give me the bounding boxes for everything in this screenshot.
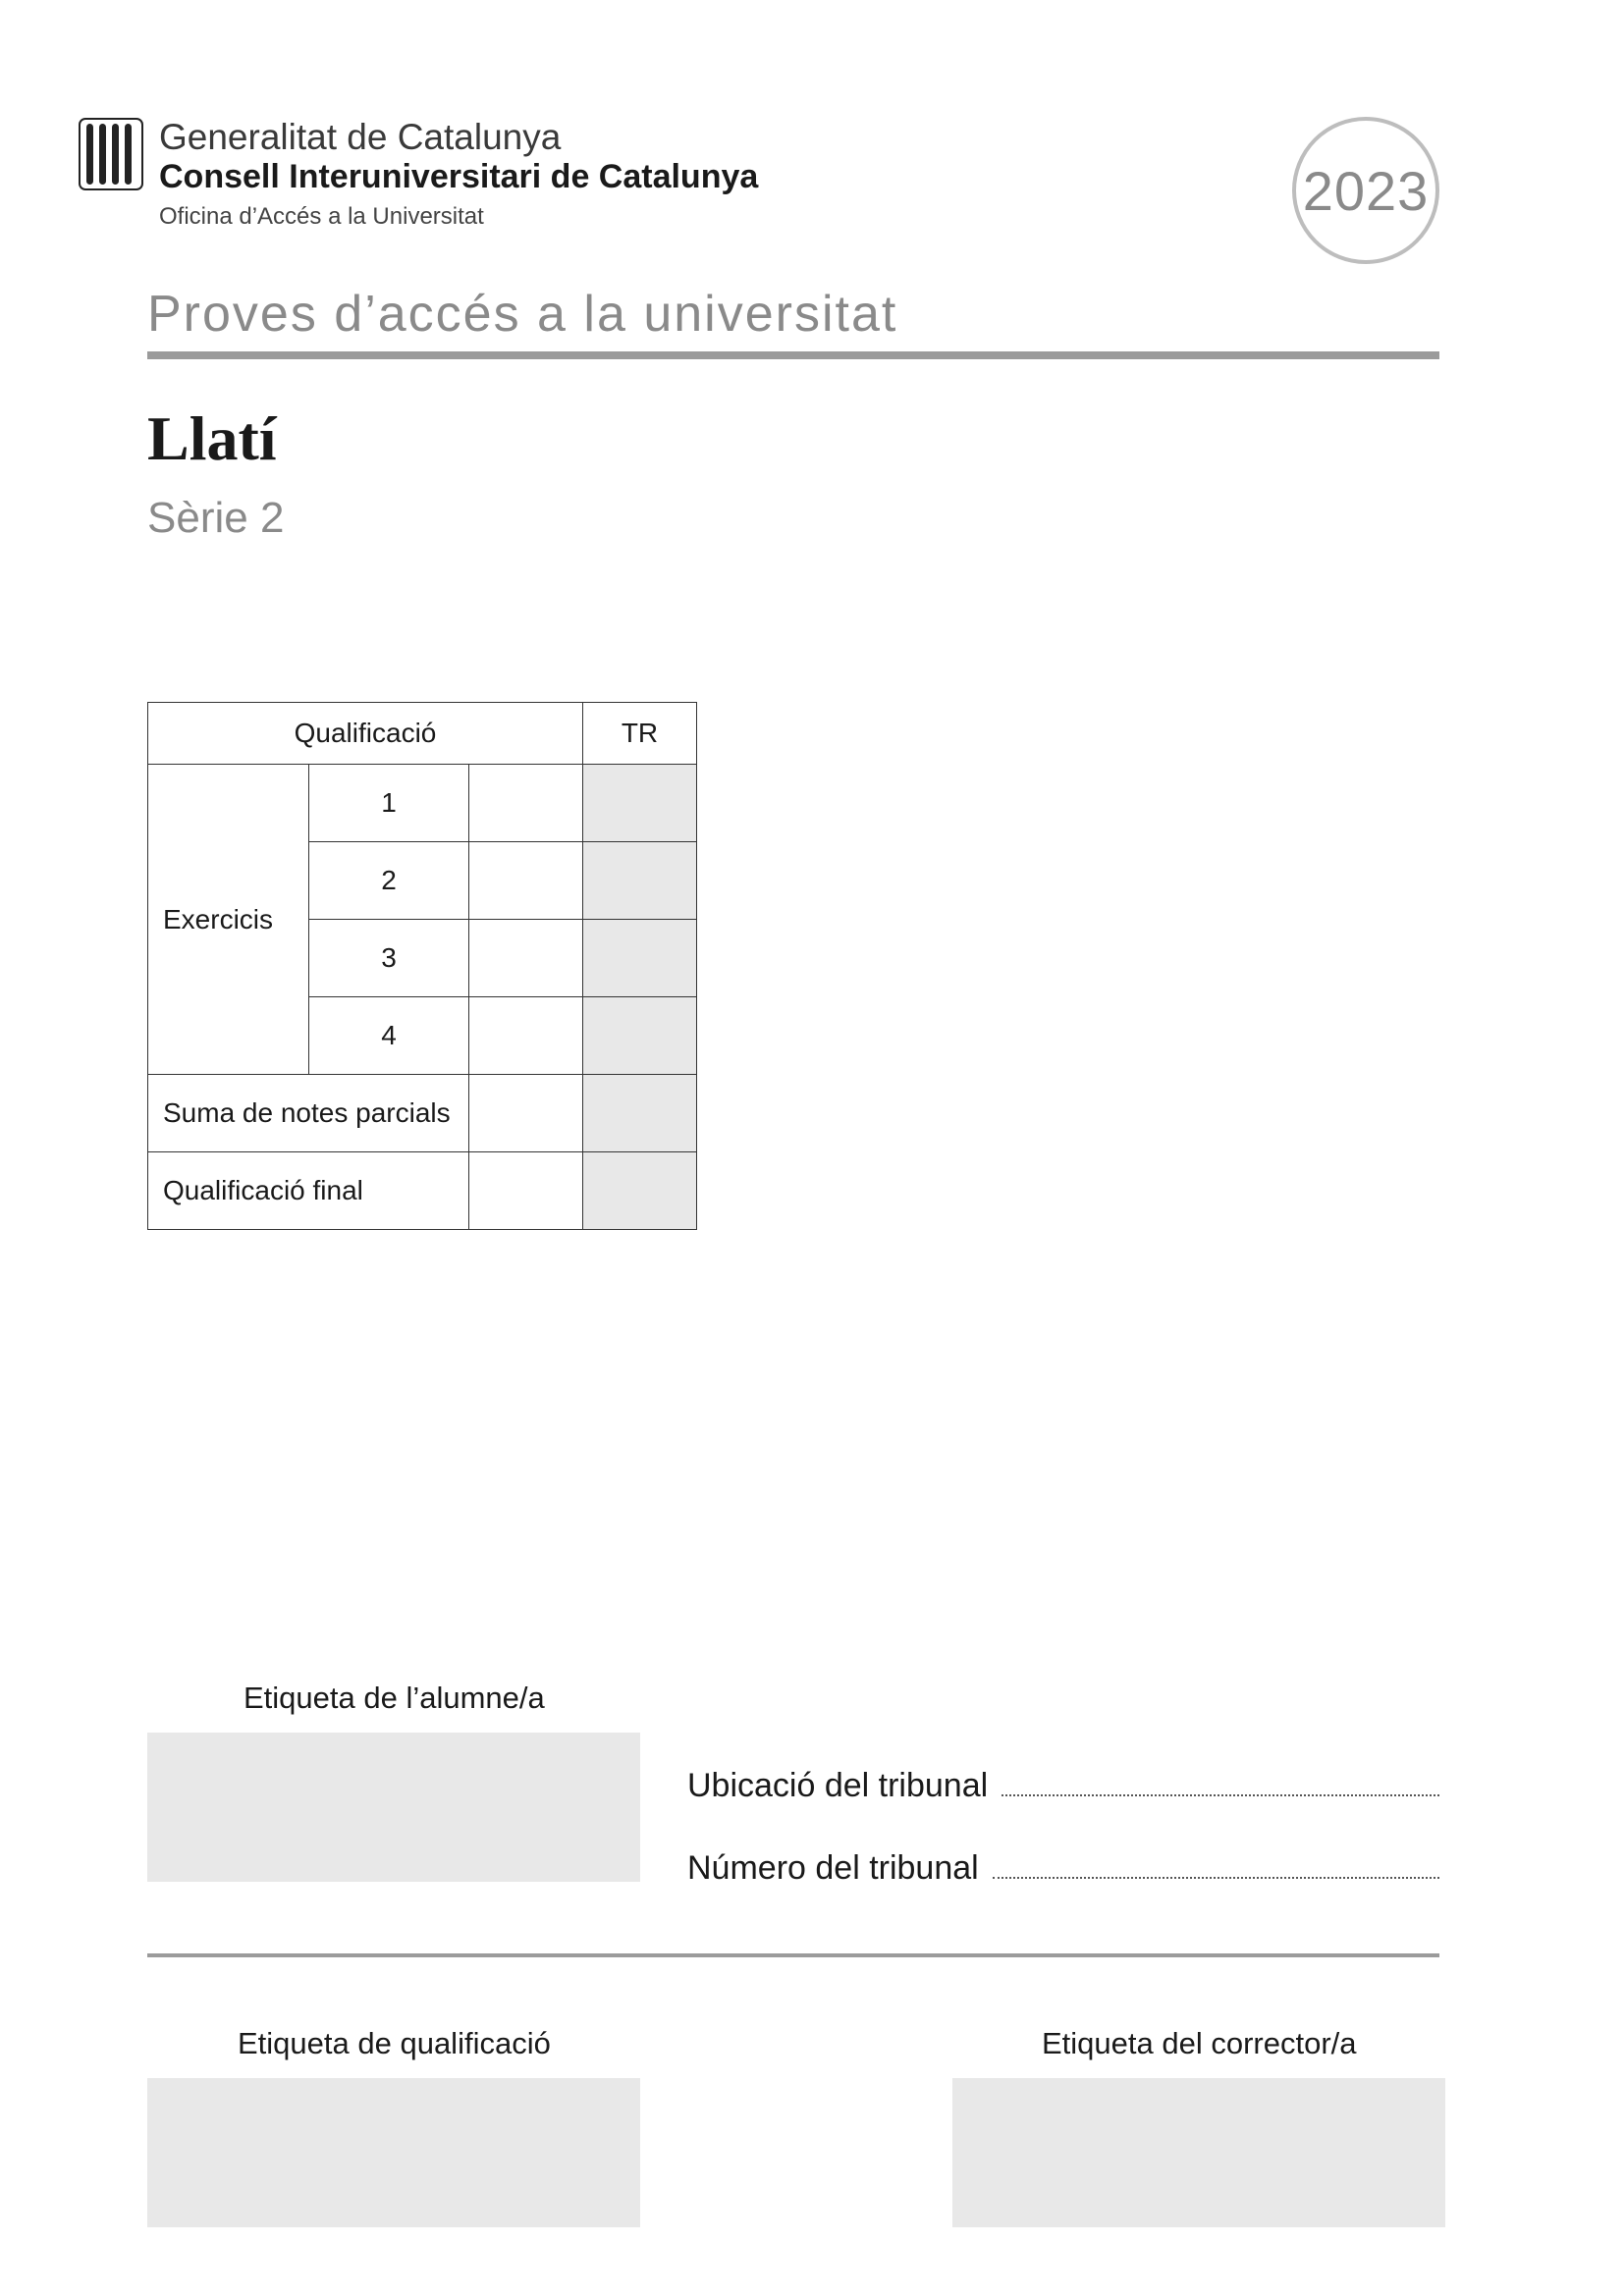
final-grade-cell[interactable]	[469, 1152, 583, 1230]
tribunal-number-label: Número del tribunal	[687, 1849, 979, 1887]
title-rule	[147, 351, 1439, 359]
tr-grade-cell[interactable]	[583, 920, 697, 997]
section-divider	[147, 1953, 1439, 1957]
exercise-grade-cell[interactable]	[469, 765, 583, 842]
final-label: Qualificació final	[148, 1152, 469, 1230]
exercises-label: Exercicis	[148, 765, 309, 1075]
tribunal-number-dotted-line	[993, 1877, 1439, 1879]
grade-label-box[interactable]	[147, 2078, 640, 2227]
org-name-generalitat: Generalitat de Catalunya	[159, 117, 562, 157]
exercise-grade-cell[interactable]	[469, 920, 583, 997]
table-row	[148, 703, 697, 765]
tr-grade-cell[interactable]	[583, 842, 697, 920]
catalan-stripes-icon	[79, 118, 143, 190]
sum-label: Suma de notes parcials	[148, 1075, 469, 1152]
corrector-label-title: Etiqueta del corrector/a	[1042, 2026, 1357, 2060]
exercise-grade-cell[interactable]	[469, 842, 583, 920]
tribunal-location-dotted-line	[1001, 1794, 1439, 1796]
grades-table	[147, 702, 697, 1230]
tr-grade-cell[interactable]	[583, 765, 697, 842]
tr-header-label: TR	[583, 703, 697, 765]
series-label: Sèrie 2	[147, 494, 285, 542]
tribunal-location-label: Ubicació del tribunal	[687, 1767, 989, 1804]
tests-title: Proves d’accés a la universitat	[147, 286, 898, 343]
exercise-grade-cell[interactable]	[469, 997, 583, 1075]
org-name-oficina: Oficina d’Accés a la Universitat	[159, 203, 484, 230]
table-row	[148, 765, 697, 842]
exercise-number: 1	[309, 765, 469, 842]
student-label-title: Etiqueta de l’alumne/a	[244, 1681, 545, 1715]
sum-tr-cell[interactable]	[583, 1075, 697, 1152]
tr-grade-cell[interactable]	[583, 997, 697, 1075]
org-name-consell: Consell Interuniversitari de Catalunya	[159, 158, 759, 195]
corrector-label-box[interactable]	[952, 2078, 1445, 2227]
table-row	[148, 1075, 697, 1152]
year-badge: 2023	[1292, 117, 1439, 264]
tribunal-location-field[interactable]	[687, 1767, 1439, 1805]
exercise-number: 4	[309, 997, 469, 1075]
exercise-number: 2	[309, 842, 469, 920]
exercise-number: 3	[309, 920, 469, 997]
grades-header-label: Qualificació	[148, 703, 583, 765]
subject-title: Llatí	[147, 403, 277, 473]
table-row	[148, 1152, 697, 1230]
grade-label-title: Etiqueta de qualificació	[238, 2026, 551, 2060]
final-tr-cell[interactable]	[583, 1152, 697, 1230]
tribunal-number-field[interactable]	[687, 1849, 1439, 1888]
student-label-box[interactable]	[147, 1733, 640, 1882]
sum-grade-cell[interactable]	[469, 1075, 583, 1152]
